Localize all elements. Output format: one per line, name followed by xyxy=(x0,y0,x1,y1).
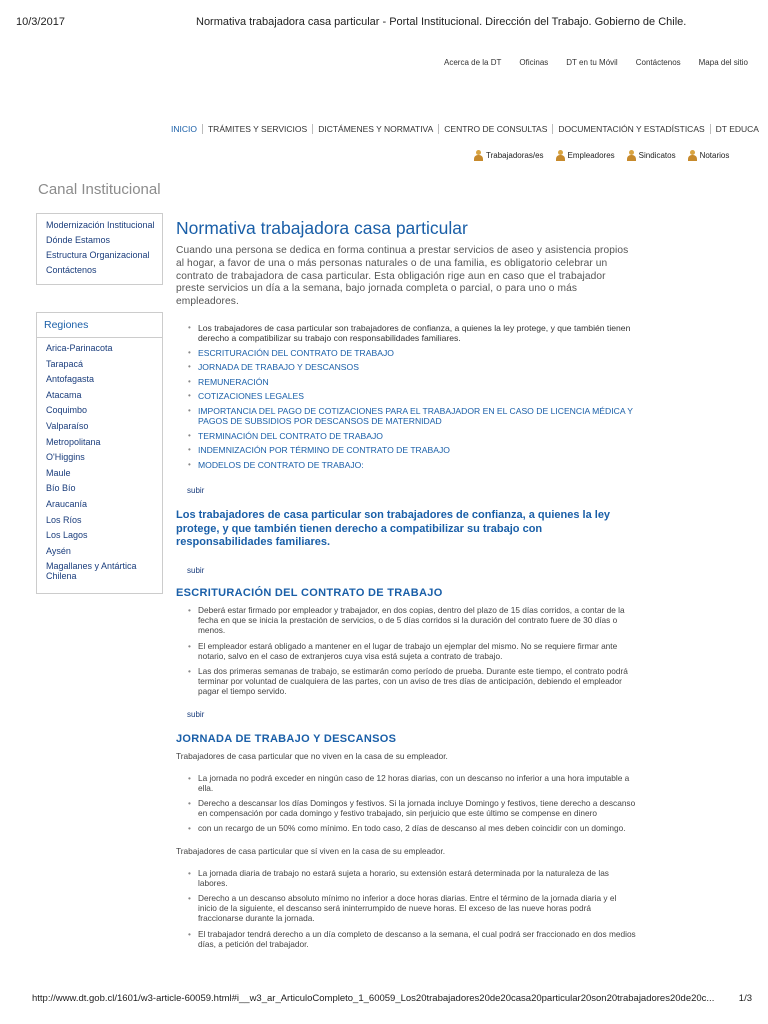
regions-heading: Regiones xyxy=(37,313,162,338)
audience-sindicatos[interactable] xyxy=(627,150,676,161)
region-link[interactable]: Los Lagos xyxy=(46,530,88,541)
region-link[interactable]: Los Ríos xyxy=(46,514,82,525)
table-of-contents xyxy=(188,323,636,471)
main-nav-documentacion[interactable]: DOCUMENTACIÓN Y ESTADÍSTICAS xyxy=(552,124,709,134)
canal-title: Canal Institucional xyxy=(38,181,161,198)
intro-paragraph: Cuando una persona se dedica en forma continua a prestar servicios de aseo y asistencia propios al hogar, a favor de una o más personas naturales o de una familia, es obligatorio celebrar un contrato de trabajadora de casa particular. Esta obligación rige aun en caso que el trabajador preste servicios un día a la semana, bajo jornada completa o parcial, o para uno o más empleadores. xyxy=(176,245,629,308)
region-link[interactable]: Tarapacá xyxy=(46,358,84,369)
sidebar-link-estructura[interactable]: Estructura Organizacional xyxy=(46,250,150,260)
print-page-title: Normativa trabajadora casa particular - Portal Institucional. Dirección del Trabajo. Gobierno de Chile. xyxy=(196,16,687,28)
audience-label: Trabajadoras/es xyxy=(486,151,544,160)
utility-nav xyxy=(444,58,748,67)
list-item: • La jornada diaria de trabajo no estará sujeta a horario, su extensión estará determinada por la naturaleza de las labores. xyxy=(188,868,636,888)
toc-item[interactable]: • IMPORTANCIA DEL PAGO DE COTIZACIONES PARA EL TRABAJADOR EN EL CASO DE LICENCIA MÉDICA Y PAGOS DE SUBSIDIOS POR DESCANSOS DE MATERNIDAD xyxy=(188,406,636,427)
print-date: 10/3/2017 xyxy=(16,16,65,28)
audience-notarios[interactable] xyxy=(688,150,730,161)
section-list xyxy=(188,773,636,834)
audience-nav xyxy=(474,150,729,161)
person-icon xyxy=(556,150,565,161)
section-list xyxy=(188,868,636,949)
toc-item[interactable]: • COTIZACIONES LEGALES xyxy=(188,391,636,402)
person-icon xyxy=(474,150,483,161)
list-item: • con un recargo de un 50% como mínimo. En todo caso, 2 días de descanso al mes deben coincidir con un domingo. xyxy=(188,823,636,833)
section-heading-escrituracion: ESCRITURACIÓN DEL CONTRATO DE TRABAJO xyxy=(176,586,443,599)
section-paragraph: Trabajadores de casa particular que sí viven en la casa de su empleador. xyxy=(176,845,446,856)
subir-link[interactable]: subir xyxy=(187,565,205,575)
group-icon xyxy=(627,150,636,161)
main-nav-consultas[interactable]: CENTRO DE CONSULTAS xyxy=(438,124,552,134)
highlight-heading: Los trabajadores de casa particular son trabajadores de confianza, a quienes la ley protege, y que también tienen derecho a compatibilizar su trabajo con responsabilidades familiares. xyxy=(176,509,611,549)
toc-item[interactable]: • Los trabajadores de casa particular son trabajadores de confianza, a quienes la ley protege, y que también tienen derecho a compatibilizar su trabajo con responsabilidades familiares. xyxy=(188,323,636,344)
print-page-number: 1/3 xyxy=(738,993,752,1004)
main-nav-tramites[interactable]: TRÁMITES Y SERVICIOS xyxy=(202,124,312,134)
toc-item[interactable]: • TERMINACIÓN DEL CONTRATO DE TRABAJO xyxy=(188,431,636,442)
subir-link[interactable]: subir xyxy=(187,709,205,719)
person-icon xyxy=(688,150,697,161)
section-heading-jornada: JORNADA DE TRABAJO Y DESCANSOS xyxy=(176,732,397,745)
toc-item[interactable]: • REMUNERACIÓN xyxy=(188,377,636,388)
region-link[interactable]: Magallanes y Antártica Chilena xyxy=(46,561,137,582)
regions-list xyxy=(37,338,162,581)
utility-link-movil[interactable]: DT en tu Móvil xyxy=(566,58,618,67)
list-item: • El empleador estará obligado a mantener en el lugar de trabajo un ejemplar del mismo. No se requiere firmar ante notario, salvo en el caso de extranjeros cuya visa está sujeta a contrato de trabajo. xyxy=(188,641,636,661)
toc-item[interactable]: • ESCRITURACIÓN DEL CONTRATO DE TRABAJO xyxy=(188,348,636,359)
region-link[interactable]: Coquimbo xyxy=(46,405,88,416)
toc-item[interactable]: • MODELOS DE CONTRATO DE TRABAJO: xyxy=(188,460,636,471)
main-nav xyxy=(166,124,764,134)
main-nav-dictamenes[interactable]: DICTÁMENES Y NORMATIVA xyxy=(312,124,438,134)
region-link[interactable]: Bío Bío xyxy=(46,483,76,494)
utility-link-mapa[interactable]: Mapa del sitio xyxy=(698,58,748,67)
region-link[interactable]: Metropolitana xyxy=(46,436,101,447)
region-link[interactable]: Valparaíso xyxy=(46,420,89,431)
section-list xyxy=(188,605,636,697)
audience-label: Empleadores xyxy=(567,151,615,160)
main-nav-inicio[interactable]: INICIO xyxy=(171,124,197,134)
list-item: • El trabajador tendrá derecho a un día completo de descanso a la semana, el cual podrá ser fraccionado en dos medios días, a petición del trabajador. xyxy=(188,929,636,949)
list-item: • Las dos primeras semanas de trabajo, se estimarán como período de prueba. Durante este tiempo, el contrato podrá terminar por voluntad de cualquiera de las partes, con un aviso de tres días de anticipación, debiendo el empleador pagar el tiempo servido. xyxy=(188,666,636,697)
region-link[interactable]: Araucanía xyxy=(46,498,88,509)
utility-link-oficinas[interactable]: Oficinas xyxy=(519,58,549,67)
region-link[interactable]: Antofagasta xyxy=(46,374,95,385)
region-link[interactable]: O'Higgins xyxy=(46,452,85,463)
region-link[interactable]: Maule xyxy=(46,467,71,478)
sidebar-link-modernizacion[interactable]: Modernización Institucional xyxy=(46,220,155,230)
list-item: • Derecho a un descanso absoluto mínimo no inferior a doce horas diarias. Entre el término de la jornada diaria y el inicio de la siguiente, el descanso será ininterrumpido de nueve horas. El exceso de las nueve horas podrá fraccionarse durante la jornada. xyxy=(188,893,636,924)
section-paragraph: Trabajadores de casa particular que no viven en la casa de su empleador. xyxy=(176,750,448,761)
utility-link-contactenos[interactable]: Contáctenos xyxy=(635,58,681,67)
toc-item[interactable]: • INDEMNIZACIÓN POR TÉRMINO DE CONTRATO DE TRABAJO xyxy=(188,445,636,456)
print-url: http://www.dt.gob.cl/1601/w3-article-60059.html#i__w3_ar_ArticuloCompleto_1_60059_Los20trabajadores20de20casa20particular20son20trabajadores20de20c... xyxy=(32,993,715,1004)
sidebar-regions xyxy=(36,312,163,594)
page-title: Normativa trabajadora casa particular xyxy=(176,218,468,238)
audience-trabajadores[interactable] xyxy=(474,150,544,161)
sidebar-link-donde-estamos[interactable]: Dónde Estamos xyxy=(46,235,111,245)
list-item: • Derecho a descansar los días Domingos y festivos. Si la jornada incluye Domingo y festivos, tiene derecho a descanso en compensación por cada domingo y festivo trabajado, sin perjuicio que este último se compense en dinero xyxy=(188,798,636,818)
audience-label: Notarios xyxy=(699,151,730,160)
list-item: • La jornada no podrá exceder en ningún caso de 12 horas diarias, con un descanso no inferior a una hora imputable a ella. xyxy=(188,773,636,793)
region-link[interactable]: Atacama xyxy=(46,389,82,400)
main-nav-dteduca[interactable]: DT EDUCA xyxy=(710,124,764,134)
audience-label: Sindicatos xyxy=(638,151,676,160)
utility-link-acerca[interactable]: Acerca de la DT xyxy=(444,58,502,67)
list-item: • Deberá estar firmado por empleador y trabajador, en dos copias, dentro del plazo de 15 días corridos, a contar de la fecha en que se inicia la prestación de servicios, o de 5 días corridos si la duración del contrato fuere de 30 días o menos. xyxy=(188,605,636,636)
subir-link[interactable]: subir xyxy=(187,486,205,496)
main-content xyxy=(176,218,636,954)
toc-item[interactable]: • JORNADA DE TRABAJO Y DESCANSOS xyxy=(188,362,636,373)
region-link[interactable]: Aysén xyxy=(46,545,71,556)
region-link[interactable]: Arica-Parinacota xyxy=(46,343,113,353)
audience-empleadores[interactable] xyxy=(556,150,615,161)
sidebar-institutional xyxy=(36,213,163,285)
sidebar-link-contactenos[interactable]: Contáctenos xyxy=(46,265,97,275)
